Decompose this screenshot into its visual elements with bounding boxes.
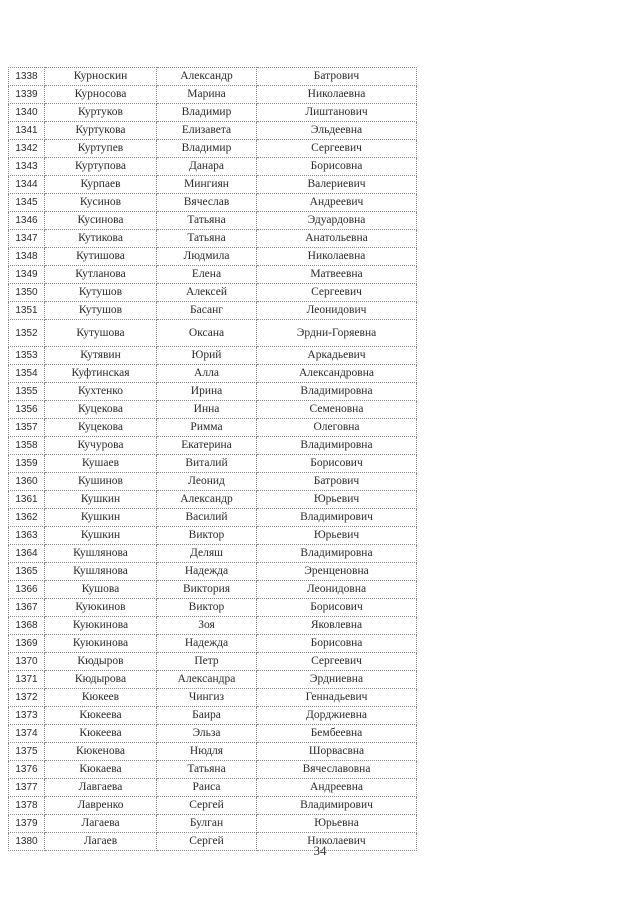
patronymic-cell: Николаевич — [257, 833, 417, 851]
table-row — [9, 104, 417, 122]
last-name-cell: Курносова — [45, 86, 157, 104]
last-name-cell: Кутявин — [45, 347, 157, 365]
first-name-cell: Людмила — [157, 248, 257, 266]
patronymic-cell: Яковлевна — [257, 617, 417, 635]
patronymic-cell: Леонидовна — [257, 581, 417, 599]
patronymic-cell: Анатольевна — [257, 230, 417, 248]
last-name-cell: Кюдырова — [45, 671, 157, 689]
patronymic-cell: Александровна — [257, 365, 417, 383]
patronymic-cell: Владимирович — [257, 509, 417, 527]
first-name-cell: Алла — [157, 365, 257, 383]
table-row — [9, 455, 417, 473]
row-number-cell: 1350 — [9, 284, 45, 302]
last-name-cell: Кушкин — [45, 509, 157, 527]
row-number-cell: 1364 — [9, 545, 45, 563]
table-row — [9, 383, 417, 401]
row-number-cell: 1372 — [9, 689, 45, 707]
table-row — [9, 230, 417, 248]
first-name-cell: Татьяна — [157, 761, 257, 779]
table-row — [9, 194, 417, 212]
row-number-cell: 1355 — [9, 383, 45, 401]
names-table-body — [9, 68, 417, 851]
last-name-cell: Кюкаева — [45, 761, 157, 779]
last-name-cell: Куфтинская — [45, 365, 157, 383]
last-name-cell: Лавренко — [45, 797, 157, 815]
table-row — [9, 491, 417, 509]
patronymic-cell: Батрович — [257, 473, 417, 491]
row-number-cell: 1358 — [9, 437, 45, 455]
last-name-cell: Кюкеева — [45, 707, 157, 725]
last-name-cell: Кушкин — [45, 527, 157, 545]
patronymic-cell: Аркадьевич — [257, 347, 417, 365]
last-name-cell: Кутишова — [45, 248, 157, 266]
table-row — [9, 545, 417, 563]
row-number-cell: 1361 — [9, 491, 45, 509]
row-number-cell: 1366 — [9, 581, 45, 599]
last-name-cell: Кутикова — [45, 230, 157, 248]
last-name-cell: Кучурова — [45, 437, 157, 455]
table-row — [9, 68, 417, 86]
last-name-cell: Кушаев — [45, 455, 157, 473]
last-name-cell: Кутушов — [45, 284, 157, 302]
row-number-cell: 1343 — [9, 158, 45, 176]
first-name-cell: Леонид — [157, 473, 257, 491]
patronymic-cell: Владимировна — [257, 437, 417, 455]
table-row — [9, 212, 417, 230]
patronymic-cell: Семеновна — [257, 401, 417, 419]
patronymic-cell: Андреевна — [257, 779, 417, 797]
patronymic-cell: Борисовна — [257, 635, 417, 653]
patronymic-cell: Эрдни-Горяевна — [257, 320, 417, 347]
patronymic-cell: Николаевна — [257, 248, 417, 266]
row-number-cell: 1357 — [9, 419, 45, 437]
last-name-cell: Лагаева — [45, 815, 157, 833]
first-name-cell: Зоя — [157, 617, 257, 635]
last-name-cell: Кюкеева — [45, 725, 157, 743]
last-name-cell: Кушкин — [45, 491, 157, 509]
row-number-cell: 1379 — [9, 815, 45, 833]
row-number-cell: 1374 — [9, 725, 45, 743]
first-name-cell: Ирина — [157, 383, 257, 401]
row-number-cell: 1347 — [9, 230, 45, 248]
row-number-cell: 1367 — [9, 599, 45, 617]
patronymic-cell: Олеговна — [257, 419, 417, 437]
table-row — [9, 302, 417, 320]
last-name-cell: Курноскин — [45, 68, 157, 86]
table-row — [9, 266, 417, 284]
patronymic-cell: Владимирович — [257, 797, 417, 815]
row-number-cell: 1362 — [9, 509, 45, 527]
table-row — [9, 671, 417, 689]
table-row — [9, 689, 417, 707]
first-name-cell: Эльза — [157, 725, 257, 743]
first-name-cell: Екатерина — [157, 437, 257, 455]
table-row — [9, 365, 417, 383]
table-row — [9, 122, 417, 140]
patronymic-cell: Борисович — [257, 455, 417, 473]
patronymic-cell: Эдуардовна — [257, 212, 417, 230]
table-row — [9, 779, 417, 797]
row-number-cell: 1359 — [9, 455, 45, 473]
first-name-cell: Петр — [157, 653, 257, 671]
patronymic-cell: Эльдеевна — [257, 122, 417, 140]
first-name-cell: Юрий — [157, 347, 257, 365]
row-number-cell: 1352 — [9, 320, 45, 347]
last-name-cell: Кусинов — [45, 194, 157, 212]
first-name-cell: Татьяна — [157, 230, 257, 248]
row-number-cell: 1377 — [9, 779, 45, 797]
table-row — [9, 707, 417, 725]
row-number-cell: 1360 — [9, 473, 45, 491]
patronymic-cell: Валериевич — [257, 176, 417, 194]
patronymic-cell: Николаевна — [257, 86, 417, 104]
row-number-cell: 1378 — [9, 797, 45, 815]
row-number-cell: 1369 — [9, 635, 45, 653]
patronymic-cell: Бембеевна — [257, 725, 417, 743]
last-name-cell: Куцекова — [45, 401, 157, 419]
row-number-cell: 1356 — [9, 401, 45, 419]
first-name-cell: Сергей — [157, 797, 257, 815]
last-name-cell: Куртупев — [45, 140, 157, 158]
first-name-cell: Виталий — [157, 455, 257, 473]
row-number-cell: 1346 — [9, 212, 45, 230]
table-row — [9, 635, 417, 653]
patronymic-cell: Леонидович — [257, 302, 417, 320]
last-name-cell: Куртукова — [45, 122, 157, 140]
last-name-cell: Кутушов — [45, 302, 157, 320]
table-row — [9, 617, 417, 635]
last-name-cell: Кутушова — [45, 320, 157, 347]
first-name-cell: Булган — [157, 815, 257, 833]
row-number-cell: 1371 — [9, 671, 45, 689]
last-name-cell: Кутланова — [45, 266, 157, 284]
last-name-cell: Кушлянова — [45, 563, 157, 581]
row-number-cell: 1339 — [9, 86, 45, 104]
first-name-cell: Владимир — [157, 140, 257, 158]
last-name-cell: Кюкеев — [45, 689, 157, 707]
first-name-cell: Марина — [157, 86, 257, 104]
first-name-cell: Александр — [157, 68, 257, 86]
patronymic-cell: Сергеевич — [257, 140, 417, 158]
first-name-cell: Елена — [157, 266, 257, 284]
row-number-cell: 1351 — [9, 302, 45, 320]
patronymic-cell: Вячеславовна — [257, 761, 417, 779]
row-number-cell: 1349 — [9, 266, 45, 284]
table-row — [9, 563, 417, 581]
table-row — [9, 599, 417, 617]
last-name-cell: Лагаев — [45, 833, 157, 851]
row-number-cell: 1380 — [9, 833, 45, 851]
last-name-cell: Кухтенко — [45, 383, 157, 401]
patronymic-cell: Юрьевич — [257, 527, 417, 545]
first-name-cell: Алексей — [157, 284, 257, 302]
table-row — [9, 761, 417, 779]
first-name-cell: Мингиян — [157, 176, 257, 194]
first-name-cell: Александр — [157, 491, 257, 509]
table-row — [9, 176, 417, 194]
last-name-cell: Кюдыров — [45, 653, 157, 671]
table-row — [9, 653, 417, 671]
row-number-cell: 1375 — [9, 743, 45, 761]
first-name-cell: Римма — [157, 419, 257, 437]
first-name-cell: Владимир — [157, 104, 257, 122]
first-name-cell: Баира — [157, 707, 257, 725]
table-row — [9, 320, 417, 347]
table-row — [9, 284, 417, 302]
table-row — [9, 797, 417, 815]
table-row — [9, 509, 417, 527]
patronymic-cell: Сергеевич — [257, 653, 417, 671]
patronymic-cell: Матвеевна — [257, 266, 417, 284]
row-number-cell: 1348 — [9, 248, 45, 266]
table-row — [9, 158, 417, 176]
last-name-cell: Кюкенова — [45, 743, 157, 761]
patronymic-cell: Сергеевич — [257, 284, 417, 302]
row-number-cell: 1344 — [9, 176, 45, 194]
row-number-cell: 1340 — [9, 104, 45, 122]
first-name-cell: Сергей — [157, 833, 257, 851]
row-number-cell: 1345 — [9, 194, 45, 212]
first-name-cell: Чингиз — [157, 689, 257, 707]
first-name-cell: Надежда — [157, 563, 257, 581]
patronymic-cell: Лиштанович — [257, 104, 417, 122]
first-name-cell: Виктор — [157, 599, 257, 617]
first-name-cell: Александра — [157, 671, 257, 689]
last-name-cell: Кушинов — [45, 473, 157, 491]
first-name-cell: Басанг — [157, 302, 257, 320]
patronymic-cell: Эрдниевна — [257, 671, 417, 689]
patronymic-cell: Владимировна — [257, 383, 417, 401]
first-name-cell: Виктория — [157, 581, 257, 599]
table-row — [9, 140, 417, 158]
patronymic-cell: Юрьевна — [257, 815, 417, 833]
row-number-cell: 1365 — [9, 563, 45, 581]
row-number-cell: 1341 — [9, 122, 45, 140]
table-row — [9, 581, 417, 599]
patronymic-cell: Эренценовна — [257, 563, 417, 581]
first-name-cell: Деляш — [157, 545, 257, 563]
first-name-cell: Раиса — [157, 779, 257, 797]
patronymic-cell: Борисовна — [257, 158, 417, 176]
first-name-cell: Татьяна — [157, 212, 257, 230]
patronymic-cell: Андреевич — [257, 194, 417, 212]
table-row — [9, 437, 417, 455]
table-row — [9, 248, 417, 266]
table-row — [9, 743, 417, 761]
first-name-cell: Елизавета — [157, 122, 257, 140]
row-number-cell: 1373 — [9, 707, 45, 725]
patronymic-cell: Шорвасвна — [257, 743, 417, 761]
row-number-cell: 1363 — [9, 527, 45, 545]
patronymic-cell: Батрович — [257, 68, 417, 86]
last-name-cell: Кушлянова — [45, 545, 157, 563]
patronymic-cell: Борисович — [257, 599, 417, 617]
first-name-cell: Василий — [157, 509, 257, 527]
first-name-cell: Надежда — [157, 635, 257, 653]
row-number-cell: 1376 — [9, 761, 45, 779]
row-number-cell: 1338 — [9, 68, 45, 86]
last-name-cell: Кусинова — [45, 212, 157, 230]
first-name-cell: Вячеслав — [157, 194, 257, 212]
row-number-cell: 1368 — [9, 617, 45, 635]
table-row — [9, 86, 417, 104]
last-name-cell: Куюкинов — [45, 599, 157, 617]
patronymic-cell: Дорджиевна — [257, 707, 417, 725]
last-name-cell: Куртупова — [45, 158, 157, 176]
last-name-cell: Лавгаева — [45, 779, 157, 797]
last-name-cell: Куюкинова — [45, 635, 157, 653]
table-row — [9, 815, 417, 833]
row-number-cell: 1342 — [9, 140, 45, 158]
table-row — [9, 527, 417, 545]
patronymic-cell: Геннадьевич — [257, 689, 417, 707]
last-name-cell: Куцекова — [45, 419, 157, 437]
row-number-cell: 1354 — [9, 365, 45, 383]
first-name-cell: Оксана — [157, 320, 257, 347]
last-name-cell: Кушова — [45, 581, 157, 599]
table-row — [9, 419, 417, 437]
table-row — [9, 401, 417, 419]
last-name-cell: Куюкинова — [45, 617, 157, 635]
last-name-cell: Курпаев — [45, 176, 157, 194]
patronymic-cell: Владимировна — [257, 545, 417, 563]
table-row — [9, 347, 417, 365]
row-number-cell: 1370 — [9, 653, 45, 671]
last-name-cell: Куртуков — [45, 104, 157, 122]
first-name-cell: Данара — [157, 158, 257, 176]
table-row — [9, 725, 417, 743]
row-number-cell: 1353 — [9, 347, 45, 365]
table-row — [9, 473, 417, 491]
names-table — [8, 67, 417, 851]
first-name-cell: Нюдля — [157, 743, 257, 761]
first-name-cell: Виктор — [157, 527, 257, 545]
first-name-cell: Инна — [157, 401, 257, 419]
page-number: 34 — [313, 843, 327, 858]
patronymic-cell: Юрьевич — [257, 491, 417, 509]
